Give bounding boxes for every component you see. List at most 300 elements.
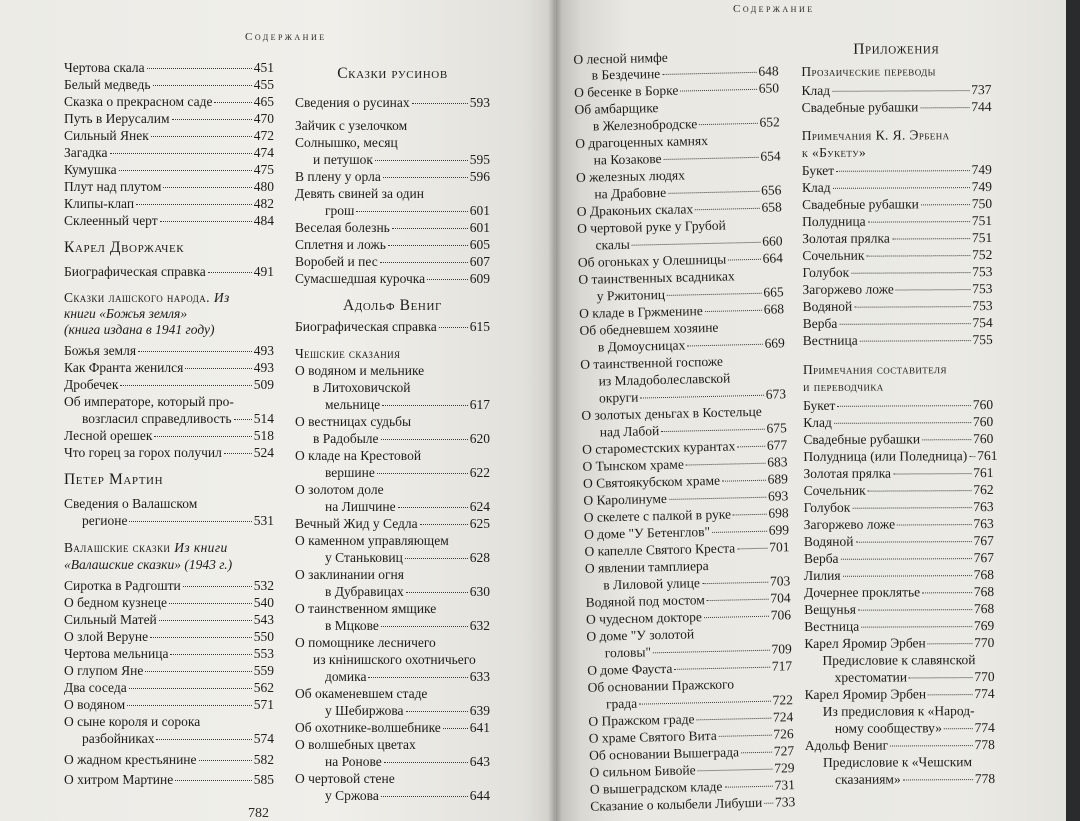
dot-leader <box>129 688 252 689</box>
toc-entry <box>295 254 490 270</box>
dot-leader <box>920 107 969 108</box>
dot-leader <box>896 289 970 290</box>
toc-entry-line: О заклинании огня <box>295 567 404 582</box>
toc-entry <box>64 213 274 229</box>
toc-entry-title: Свадебные рубашки <box>802 196 919 212</box>
toc-page-number: 669 <box>764 335 786 351</box>
toc-page-number: 617 <box>469 397 490 412</box>
toc-entry <box>295 169 490 185</box>
dot-leader <box>199 760 252 761</box>
dot-leader <box>356 211 467 212</box>
dot-leader <box>412 103 468 104</box>
dot-leader <box>381 439 468 440</box>
toc-page-number: 760 <box>972 413 994 430</box>
book-gutter <box>548 0 562 821</box>
toc-entry-line: Предисловие к славянской <box>822 652 976 668</box>
toc-entry <box>803 465 993 482</box>
toc-page-number: 628 <box>469 550 490 565</box>
dot-leader <box>156 739 251 740</box>
toc-entry <box>64 343 274 359</box>
dot-leader <box>868 221 970 223</box>
toc-entry-title: в Домоусницах <box>597 337 686 355</box>
dot-leader <box>214 102 251 103</box>
dot-leader <box>839 323 970 325</box>
toc-entry-title: Сильный Янек <box>64 128 149 143</box>
dot-leader <box>120 385 251 386</box>
dot-leader <box>669 497 766 500</box>
toc-entry-line: в Литоховичской <box>313 380 411 395</box>
dot-leader <box>852 507 971 509</box>
toc-page-number: 729 <box>774 760 795 776</box>
toc-entry-title: Воробей и пес <box>295 254 378 269</box>
toc-page-number: 703 <box>769 573 791 589</box>
toc-entry-title: на Козакове <box>593 151 662 168</box>
toc-entry-title: у Сржова <box>325 788 379 803</box>
toc-entry <box>803 431 993 448</box>
dot-leader <box>175 780 252 781</box>
toc-entry-line: О кладе на Крестовой <box>295 448 422 463</box>
dot-leader <box>733 514 766 516</box>
toc-entry <box>64 77 274 93</box>
toc-page-number: 751 <box>971 213 993 229</box>
toc-page-number: 755 <box>972 332 993 348</box>
toc-page-number: 465 <box>253 94 274 109</box>
dot-leader <box>662 72 756 75</box>
toc-entry-line: О золотом доле <box>295 482 384 497</box>
toc-entry-line: О таинственном ямщике <box>295 601 437 616</box>
toc-entry-title: града <box>605 695 638 712</box>
toc-entry-title: Веселая болезнь <box>295 220 390 235</box>
toc-entry-title: Дочернее проклятье <box>804 584 921 600</box>
section-heading: Сказки русинов <box>337 65 448 82</box>
toc-entry <box>325 618 490 634</box>
toc-page-number: 763 <box>973 515 994 532</box>
toc-entry-title: Сказка о прекрасном саде <box>64 94 213 109</box>
toc-entry <box>804 635 994 652</box>
toc-entry-title: В плену у орла <box>295 169 381 184</box>
toc-entry-title: разбойниках <box>82 731 155 746</box>
toc-entry-title: Об охотнике-волшебнике <box>295 720 441 735</box>
toc-entry-title: Об огоньках у Олешницы <box>577 251 727 270</box>
toc-page-number: 553 <box>253 646 274 661</box>
toc-entry <box>804 533 994 550</box>
toc-page-number: 754 <box>972 315 993 331</box>
toc-entry-title: О бесенке в Борке <box>573 82 679 100</box>
dot-leader <box>866 255 970 257</box>
toc-entry-title: Божья земля <box>64 343 137 358</box>
toc-entry-title: Верба <box>802 315 838 331</box>
toc-entry-line: О доме "У золотой <box>586 626 695 644</box>
toc-page-number: 717 <box>771 658 793 674</box>
toc-entry-title: Клад <box>801 179 831 195</box>
toc-page-number: 673 <box>765 386 787 402</box>
toc-entry-title: Сказание о колыбели Либуши <box>590 794 763 814</box>
toc-entry-line: О сыне короля и сорока <box>64 714 201 729</box>
toc-page-number: 518 <box>253 428 274 443</box>
toc-entry <box>64 111 274 127</box>
running-head-right: Содержание <box>733 3 815 15</box>
toc-entry-line: О явлении тамплиера <box>584 558 709 576</box>
toc-entry <box>325 703 490 719</box>
toc-page-number: 593 <box>469 95 490 110</box>
dot-leader <box>893 473 971 474</box>
toc-entry <box>64 578 274 594</box>
toc-entry-title: О Пражском граде <box>588 711 695 729</box>
toc-page-number: 648 <box>758 63 779 79</box>
toc-entry <box>804 516 994 533</box>
toc-page-number: 733 <box>774 794 796 810</box>
toc-entry <box>325 397 490 413</box>
toc-entry <box>64 94 274 110</box>
dot-leader <box>382 405 468 406</box>
subsection-heading: и переводчика <box>802 378 884 394</box>
toc-entry <box>64 179 274 195</box>
toc-entry-title: Вечный Жид у Седла <box>295 516 418 531</box>
toc-entry <box>802 213 992 230</box>
dot-leader <box>928 643 972 644</box>
toc-entry-title: Клипы-клап <box>64 196 135 211</box>
toc-page-number: 514 <box>253 411 274 426</box>
toc-page-number: 658 <box>761 199 782 215</box>
toc-entry <box>325 465 490 481</box>
toc-entry-title: Свадебные рубашки <box>803 431 921 447</box>
dot-leader <box>375 160 468 161</box>
toc-page-number: 625 <box>469 516 490 531</box>
toc-page-number: 699 <box>768 522 790 538</box>
dot-leader <box>119 170 252 171</box>
toc-page-number: 451 <box>253 60 274 75</box>
toc-page-number: 744 <box>971 99 992 115</box>
toc-entry <box>64 595 274 611</box>
toc-entry <box>802 99 992 116</box>
dot-leader <box>639 701 771 705</box>
section-heading: Карел Дворжачек <box>64 239 185 256</box>
toc-entry <box>64 612 274 628</box>
toc-entry-title: Голубок <box>802 264 850 280</box>
toc-entry <box>802 264 992 281</box>
section-heading: Приложения <box>853 40 940 58</box>
toc-entry <box>803 414 993 431</box>
toc-page-number: 774 <box>974 685 995 702</box>
toc-page-number: 763 <box>973 498 994 515</box>
dot-leader <box>640 395 763 399</box>
toc-entry-title: регионе <box>82 513 128 528</box>
toc-entry-line: из кнінишского охотничьего <box>313 652 476 667</box>
toc-page-number: 693 <box>767 488 789 504</box>
toc-entry-line: О чертовой стене <box>295 771 395 786</box>
dot-leader <box>183 586 252 587</box>
toc-entry-title: Водяной <box>803 533 854 549</box>
dot-leader <box>127 705 252 706</box>
toc-page-number: 482 <box>253 196 274 211</box>
toc-entry-title: и петушок <box>313 152 373 167</box>
toc-page-number: 698 <box>768 505 789 521</box>
dot-leader <box>234 419 252 420</box>
toc-entry <box>64 60 274 76</box>
toc-entry-line: Из предисловия к «Народ- <box>822 703 975 719</box>
toc-entry-title: в Железнобродске <box>592 116 698 134</box>
toc-page-number: 753 <box>972 264 993 280</box>
dot-leader <box>388 245 468 246</box>
toc-entry-title: грош <box>325 203 355 218</box>
toc-entry-line: Об обедневшем хозяине <box>579 319 719 338</box>
toc-entry-title: Золотая прялка <box>803 465 892 481</box>
toc-entry-line: Предисловие к «Чешским <box>822 754 973 770</box>
dot-leader <box>719 735 772 737</box>
toc-page-number: 609 <box>469 271 490 286</box>
source-note-tail: Из книги <box>174 540 228 555</box>
dot-leader <box>381 796 468 797</box>
toc-entry-title: Путь в Иерусалим <box>64 111 170 126</box>
toc-page-number: 768 <box>973 600 995 617</box>
toc-page-number: 644 <box>469 788 490 803</box>
toc-page-number: 768 <box>973 566 995 583</box>
toc-entry-line: О волшебных цветах <box>295 737 416 752</box>
dot-leader <box>380 262 468 263</box>
toc-entry-title: Сплетня и ложь <box>295 237 386 252</box>
toc-entry-title: О бедном кузнеце <box>64 595 168 610</box>
toc-page-number: 574 <box>253 731 274 746</box>
dot-leader <box>147 68 252 69</box>
toc-entry-line: Об основании Пражского <box>587 676 735 695</box>
dot-leader <box>837 405 970 407</box>
toc-entry <box>313 431 490 447</box>
toc-page-number: 582 <box>253 752 274 767</box>
toc-entry <box>325 669 490 685</box>
toc-entry-title: О староместских курантах <box>582 438 736 457</box>
toc-page-number: 701 <box>769 539 790 555</box>
toc-entry-title: О доме "У Бетенглов" <box>583 524 711 542</box>
dot-leader <box>427 279 468 280</box>
toc-page-number: 550 <box>253 629 274 644</box>
toc-entry-title: О Драконьих скалах <box>576 201 694 219</box>
toc-entry <box>64 196 274 212</box>
dot-leader <box>405 558 468 559</box>
toc-page-number: 470 <box>253 111 274 126</box>
dot-leader <box>868 490 972 492</box>
toc-entry-title: Полудница (или Поледница) <box>803 448 968 464</box>
toc-entry-line: Сведения о Валашском <box>64 496 198 511</box>
toc-entry-line: из Младоболеславской <box>598 370 731 389</box>
dot-leader <box>897 524 971 525</box>
toc-entry-title: Золотая прялка <box>802 230 890 246</box>
toc-page-number: 760 <box>972 396 994 413</box>
toc-page-number: 643 <box>469 754 490 769</box>
dot-leader <box>172 119 252 120</box>
toc-page-number: 689 <box>767 471 789 487</box>
toc-page-number: 559 <box>253 663 274 678</box>
dot-leader <box>704 616 769 618</box>
dot-leader <box>439 327 468 328</box>
toc-entry-line: Об амбарщике <box>574 100 659 117</box>
toc-entry-title: Об основании Вышеграда <box>588 744 740 763</box>
toc-entry-title: Водяной <box>802 298 853 314</box>
toc-entry-title: Чертова мельница <box>64 646 169 661</box>
toc-entry <box>803 447 998 465</box>
toc-entry <box>835 669 995 686</box>
toc-entry-title: Вестница <box>804 618 860 634</box>
toc-entry <box>82 731 274 747</box>
toc-entry <box>804 550 994 567</box>
subsection-heading: Примечания составителя <box>802 361 947 377</box>
toc-entry-line: О вестницах судьбы <box>295 414 412 429</box>
toc-entry-title: Дробечек <box>64 377 119 392</box>
toc-entry-line: Об императоре, который про- <box>64 394 234 409</box>
dot-leader <box>674 667 770 670</box>
dot-leader <box>855 541 971 543</box>
toc-entry-title: вершине <box>325 465 375 480</box>
toc-entry-title: Лилия <box>803 567 841 583</box>
toc-entry <box>64 680 274 696</box>
toc-entry-title: О глупом Яне <box>64 663 144 678</box>
toc-entry-title: О кладе в Гржменине <box>578 303 703 321</box>
toc-page-number: 472 <box>253 128 274 143</box>
toc-entry-title: в Мцкове <box>325 618 379 633</box>
toc-entry <box>805 686 995 703</box>
toc-entry-line: О помощнике лесничего <box>295 635 436 650</box>
toc-page-number: 767 <box>973 549 994 566</box>
dot-leader <box>832 90 969 92</box>
toc-page-number: 722 <box>772 692 794 708</box>
dot-leader <box>764 803 773 804</box>
toc-entry-title: Адольф Вениг <box>804 737 889 753</box>
dot-leader <box>728 259 760 261</box>
toc-page-number: 475 <box>253 162 274 177</box>
toc-page-number: 709 <box>771 641 792 657</box>
toc-page-number: 704 <box>770 590 791 606</box>
subsection-heading: Прозаические переводы <box>801 63 936 79</box>
dot-leader <box>160 221 252 222</box>
dot-leader <box>741 752 772 754</box>
toc-page-number: 630 <box>469 584 490 599</box>
dot-leader <box>667 293 761 296</box>
toc-entry-line: Зайчик с узелочком <box>295 118 408 133</box>
dot-leader <box>922 592 972 593</box>
toc-page-number: 605 <box>469 237 490 252</box>
toc-entry-title: О водяном <box>64 697 126 712</box>
dot-leader <box>653 650 770 654</box>
toc-page-number: 607 <box>469 254 490 269</box>
toc-page-number: 531 <box>253 513 274 528</box>
toc-page-number: 639 <box>469 703 490 718</box>
dot-leader <box>707 599 769 601</box>
toc-entry-title: Водяной под мостом <box>585 592 706 610</box>
toc-entry-title: О злой Веруне <box>64 629 149 644</box>
toc-entry <box>64 145 274 161</box>
toc-page-number: 665 <box>763 284 784 300</box>
toc-entry-title: О скелете с палкой в руке <box>583 506 732 525</box>
toc-page-number: 767 <box>973 532 994 549</box>
toc-entry <box>295 319 490 335</box>
toc-entry-title: у Станьковиц <box>325 550 403 565</box>
toc-page-number: 751 <box>971 230 993 246</box>
toc-page-number: 750 <box>971 196 993 212</box>
dot-leader <box>406 592 468 593</box>
toc-page-number: 770 <box>974 634 995 651</box>
dot-leader <box>110 153 252 154</box>
dot-leader <box>722 480 766 482</box>
toc-entry <box>64 663 274 679</box>
toc-page-number: 491 <box>253 264 274 279</box>
toc-entry-title: Сведения о русинах <box>295 95 410 110</box>
toc-page-number: 585 <box>253 772 274 787</box>
toc-page-number: 632 <box>469 618 490 633</box>
toc-page-number: 633 <box>469 669 490 684</box>
dot-leader <box>664 157 759 160</box>
toc-entry-title: О капелле Святого Креста <box>584 540 736 559</box>
dot-leader <box>151 136 252 137</box>
toc-page-number: 571 <box>253 697 274 712</box>
toc-page-number: 532 <box>253 578 274 593</box>
toc-page-number: 727 <box>773 743 795 759</box>
toc-entry <box>295 271 490 287</box>
toc-entry <box>802 162 992 179</box>
toc-entry-title: Сочельник <box>802 247 865 263</box>
dot-leader <box>843 575 972 577</box>
dot-leader <box>892 238 970 239</box>
toc-entry-title: Биографическая справка <box>295 319 437 334</box>
toc-page-number: 668 <box>763 301 785 317</box>
source-note-tail: Из <box>213 290 230 305</box>
toc-entry-line: О железных людях <box>575 167 686 185</box>
section-heading: Адольф Вениг <box>343 297 442 314</box>
dot-leader <box>224 453 252 454</box>
toc-page-number: 737 <box>971 82 992 98</box>
toc-page-number: 769 <box>973 617 995 634</box>
toc-page-number: 753 <box>972 281 993 297</box>
toc-entry-title: Вестница <box>802 332 858 348</box>
dot-leader <box>392 228 468 229</box>
toc-page-number: 652 <box>759 114 780 130</box>
toc-entry <box>803 397 993 414</box>
toc-entry-title: в Бездечине <box>591 66 661 83</box>
toc-entry <box>804 567 994 584</box>
toc-page-number: 562 <box>253 680 274 695</box>
toc-entry <box>295 237 490 253</box>
toc-entry-title: Загоржево ложе <box>802 281 894 297</box>
dot-leader <box>944 728 973 729</box>
toc-entry-title: Сиротка в Радгошти <box>64 578 181 593</box>
dot-leader <box>841 558 972 560</box>
dot-leader <box>695 208 759 210</box>
toc-entry <box>835 720 995 737</box>
toc-entry <box>313 152 490 168</box>
toc-entry <box>805 737 995 754</box>
dot-leader <box>705 310 762 312</box>
toc-entry-title: Сочельник <box>803 482 866 498</box>
toc-page-number: 650 <box>758 80 780 96</box>
dot-leader <box>861 626 972 628</box>
dot-leader <box>420 524 468 525</box>
toc-entry <box>64 697 274 713</box>
toc-page-number: 615 <box>469 319 490 334</box>
toc-entry-title: О храме Святого Вита <box>588 727 717 746</box>
dot-leader <box>129 521 251 522</box>
toc-entry-title: Сильный Матей <box>64 612 157 627</box>
toc-entry-line: О таинственных всадниках <box>578 268 735 287</box>
toc-entry-title: возгласил справедливость <box>82 411 232 426</box>
toc-entry <box>803 298 993 315</box>
dot-leader <box>833 187 970 189</box>
dot-leader <box>834 422 971 424</box>
running-head-left: Содержание <box>245 31 327 43</box>
toc-entry-title: О жадном крестьянине <box>64 752 197 767</box>
toc-entry-title: Загадка <box>64 145 108 160</box>
toc-page-number: 596 <box>469 169 490 184</box>
toc-entry <box>295 516 490 532</box>
toc-entry <box>804 584 994 601</box>
toc-entry-title: Карел Яромир Эрбен <box>804 686 927 702</box>
